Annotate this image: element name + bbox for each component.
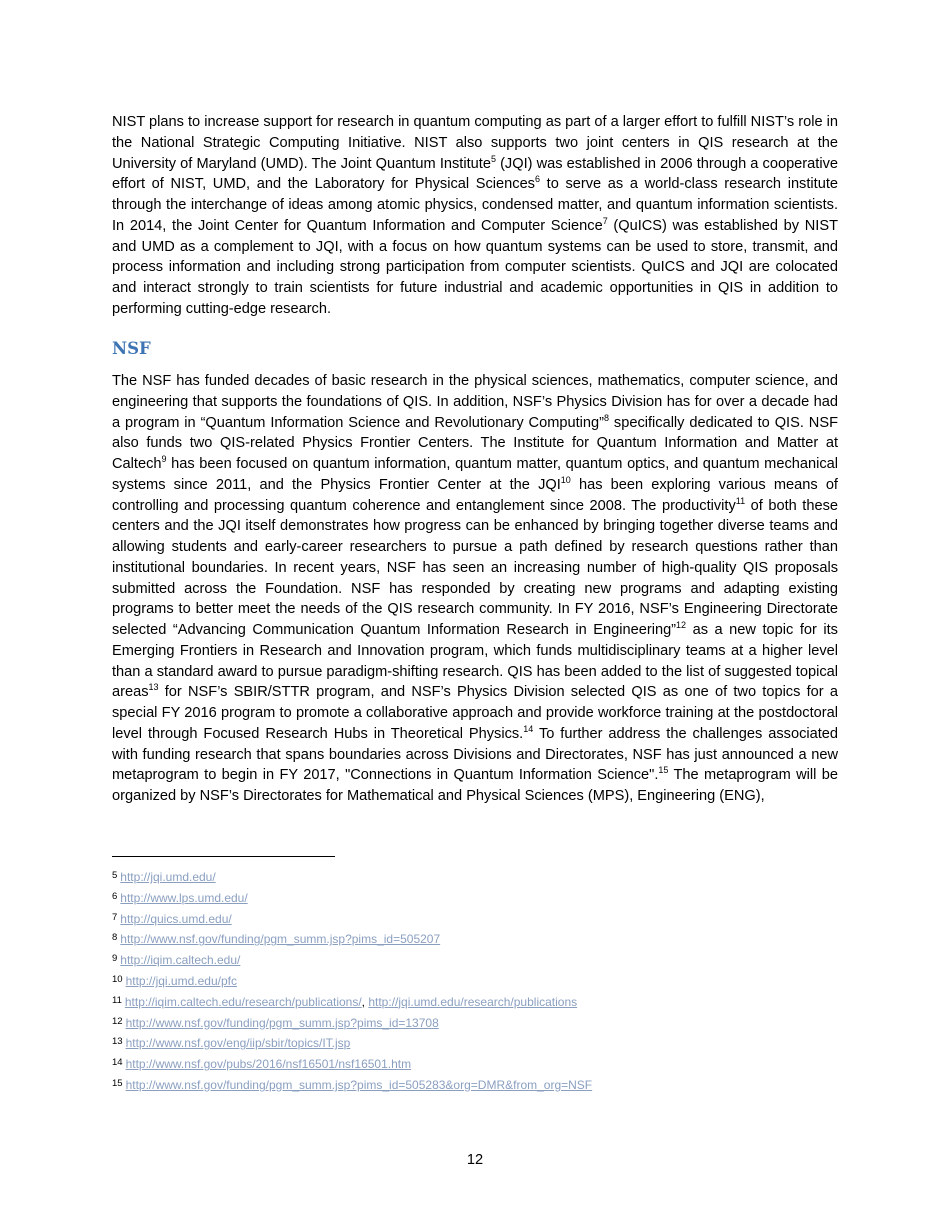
- footnote-number: 15: [112, 1077, 123, 1089]
- footnote-separator: [112, 856, 335, 857]
- footnote-link[interactable]: http://www.nsf.gov/eng/iip/sbir/topics/IT.jsp: [125, 1036, 351, 1051]
- footnote-link[interactable]: http://www.nsf.gov/funding/pgm_summ.jsp?pims_id=505207: [120, 932, 441, 947]
- footnote-item: [112, 949, 838, 970]
- footnote-link[interactable]: http://www.nsf.gov/funding/pgm_summ.jsp?pims_id=13708: [125, 1015, 439, 1030]
- footnote-item: [112, 1012, 838, 1033]
- footnote-link[interactable]: http://www.nsf.gov/funding/pgm_summ.jsp?pims_id=505283&org=DMR&from_org=NSF: [125, 1077, 593, 1092]
- footnote-reference: 11: [735, 495, 746, 506]
- footnote-link[interactable]: http://jqi.umd.edu/pfc: [125, 973, 237, 988]
- footnote-item: [112, 908, 838, 929]
- footnote-reference: 9: [161, 454, 167, 465]
- footnote-link[interactable]: http://iqim.caltech.edu/research/publications/: [124, 994, 362, 1009]
- footnote-number: 6: [112, 890, 118, 902]
- paragraph-nist: NIST plans to increase support for research in quantum computing as part of a larger effort to fulfill NIST’s role in the National Strategic Computing Initiative. NIST also supports two joint centers in QIS research at the University of Maryland (UMD). The Joint Quantum Institute$^5$ (JQI) was established in 2006 through a cooperative effort of NIST, UMD, and the Laboratory for Physical Sciences$^6$ to serve as a world-class research institute through the interchange of ideas among atomic physics, condensed matter, and quantum information scientists. In 2014, the Joint Center for Quantum Information and Computer Science$^7$ (QuICS) was established by NIST and UMD as a complement to JQI, with a focus on how quantum systems can be used to store, transmit, and process information and including strong participation from computer scientists. QuICS and JQI are colocated and interact strongly to train scientists for future industrial and academic opportunities in QIS in addition to performing cutting-edge research.: [112, 114, 838, 317]
- footnote-reference: 8: [603, 412, 609, 423]
- footnote-item: $^{11}$ http://iqim.caltech.edu/research/publications/, http://jqi.umd.edu/research/publications: [112, 994, 578, 1009]
- footnote-item: [112, 866, 838, 887]
- footnote-reference: 10: [560, 474, 571, 485]
- footnote-item: [112, 1032, 838, 1053]
- footnote-number: 12: [112, 1015, 123, 1027]
- section-heading-nsf: NSF: [112, 339, 151, 358]
- footnote-link[interactable]: http://quics.umd.edu/: [120, 911, 232, 926]
- footnote-reference: 6: [534, 174, 540, 185]
- footnote-number: 9: [112, 953, 118, 965]
- footnote-number: 10: [112, 973, 123, 985]
- footnote-item: [112, 887, 838, 908]
- footnote-item: [112, 1053, 838, 1074]
- footnote-number: 14: [112, 1057, 123, 1069]
- footnote-link[interactable]: http://jqi.umd.edu/research/publications: [368, 994, 578, 1009]
- footnote-reference: 13: [148, 682, 159, 693]
- footnote-reference: 12: [676, 620, 687, 631]
- footnote-item: [112, 1074, 838, 1095]
- footnote-link[interactable]: http://www.lps.umd.edu/: [120, 890, 248, 905]
- footnote-link[interactable]: http://jqi.umd.edu/: [120, 870, 216, 884]
- paragraph-nsf: The NSF has funded decades of basic research in the physical sciences, mathematics, computer science, and engineering that supports the foundations of QIS. In addition, NSF’s Physics Division has for over a decade had a program in “Quantum Information Science and Revolutionary Computing”$^8$ specifically dedicated to QIS. NSF also funds two QIS-related Physics Frontier Centers. The Institute for Quantum Information and Matter at Caltech$^9$ has been focused on quantum information, quantum matter, quantum optics, and quantum mechanical systems since 2011, and the Physics Frontier Center at the JQI$^{10}$ has been exploring various means of controlling and processing quantum coherence and entanglement since 2008. The productivity$^{11}$ of both these centers and the JQI itself demonstrates how progress can be enhanced by bringing together diverse teams and allowing students and early-career researchers to pursue a path defined by research questions rather than institutional boundaries. In recent years, NSF has seen an increasing number of high-quality QIS proposals submitted across the Foundation. NSF has responded by creating new programs and adapting existing programs to better meet the needs of the QIS research community. In FY 2016, NSF’s Engineering Directorate selected “Advancing Communication Quantum Information Research in Engineering”$^{12}$ as a new topic for its Emerging Frontiers in Research and Innovation program, which funds multidisciplinary teams at a higher level than a standard award to pursue paradigm-shifting research. QIS has been added to the list of suggested topical areas$^{13}$ for NSF’s SBIR/STTR program, and NSF’s Physics Division selected QIS as one of two topics for a special FY 2016 program to promote a collaborative approach and provide workforce training at the postdoctoral level through Focused Research Hubs in Theoretical Physics.$^{14}$ To further address the challenges associated with funding research that spans boundaries across Divisions and Directorates, NSF has just announced a new metaprogram to begin in FY 2017, "Connections in Quantum Information Science".$^{15}$ The metaprogram will be organized by NSF’s Directorates for Mathematical and Physical Sciences (MPS), Engineering (ENG),: [112, 373, 839, 804]
- footnote-number: 8: [112, 932, 118, 944]
- footnote-reference: 7: [602, 215, 608, 226]
- page-number: 12: [466, 1152, 484, 1168]
- footnote-number: 7: [112, 911, 118, 923]
- footnote-list: [112, 866, 838, 1095]
- footnote-reference: 5: [490, 153, 496, 164]
- footnote-item: [112, 928, 838, 949]
- footnote-reference: 14: [523, 723, 534, 734]
- footnote-link[interactable]: http://iqim.caltech.edu/: [120, 953, 241, 968]
- footnote-item: [112, 970, 838, 991]
- footnote-number: 11: [112, 994, 122, 1006]
- footnote-reference: 15: [658, 765, 669, 776]
- footnote-number: 5: [112, 870, 118, 881]
- footnote-number: 13: [112, 1036, 123, 1048]
- footnote-link[interactable]: http://www.nsf.gov/pubs/2016/nsf16501/nsf16501.htm: [125, 1057, 412, 1072]
